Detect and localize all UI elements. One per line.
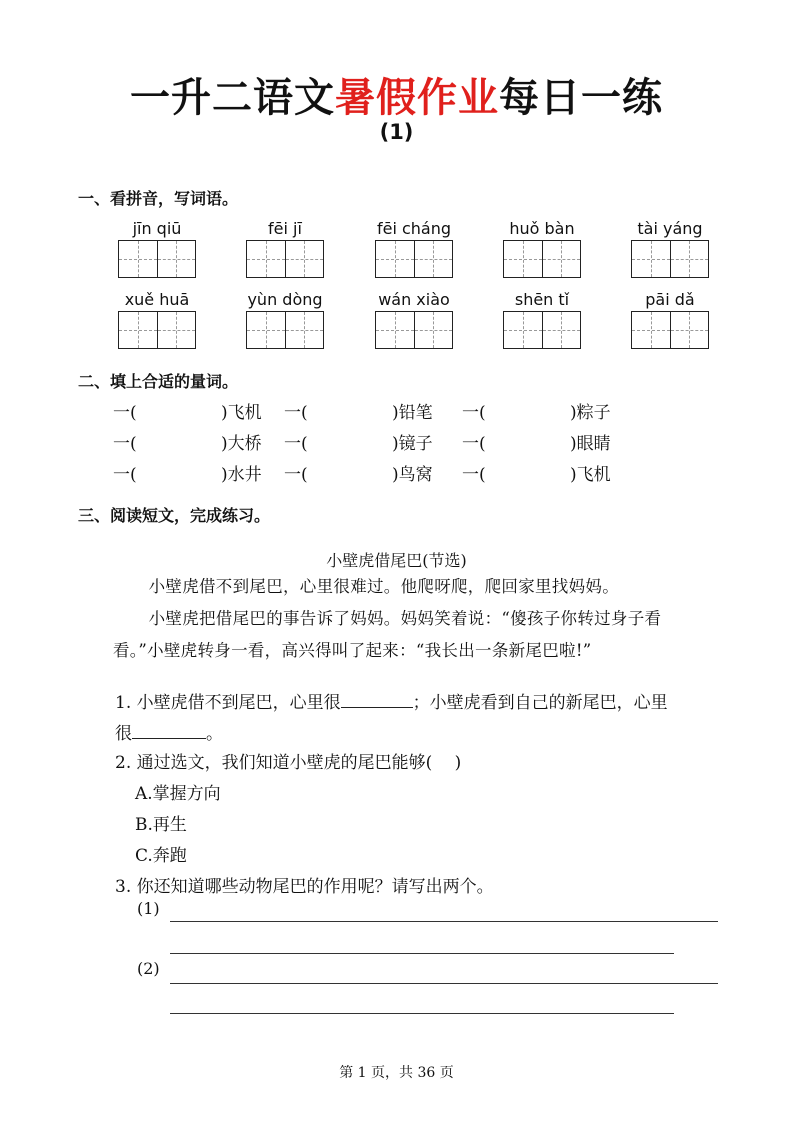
page-footer: 第 1 页，共 36 页 bbox=[339, 1065, 454, 1081]
pinyin-item bbox=[246, 289, 324, 349]
answer-blank[interactable] bbox=[341, 689, 413, 708]
measure-word-blank[interactable]: 一( bbox=[284, 403, 308, 423]
measure-word-noun: )大桥 bbox=[221, 434, 262, 454]
answer-line[interactable] bbox=[170, 921, 718, 922]
measure-word-blank[interactable]: 一( bbox=[113, 403, 137, 423]
exercise-number: (1) bbox=[379, 120, 414, 144]
title-highlight: 暑假作业 bbox=[335, 75, 499, 121]
tianzige-boxes[interactable] bbox=[246, 240, 324, 278]
measure-word-blank[interactable]: 一( bbox=[113, 465, 137, 485]
measure-word-noun: )飞机 bbox=[221, 403, 262, 423]
tianzige-boxes[interactable] bbox=[503, 240, 581, 278]
question-2: 2. 通过选文，我们知道小壁虎的尾巴能够( ) bbox=[115, 753, 462, 773]
tianzige-cell[interactable] bbox=[414, 312, 453, 348]
tianzige-cell[interactable] bbox=[632, 312, 670, 348]
measure-word-blank[interactable]: 一( bbox=[462, 403, 486, 423]
answer-blank[interactable] bbox=[132, 720, 206, 739]
tianzige-boxes[interactable] bbox=[246, 311, 324, 349]
passage-paragraph: 小壁虎把借尾巴的事告诉了妈妈。妈妈笑着说：“傻孩子你转过身子看 bbox=[115, 609, 662, 628]
measure-word-noun: )眼睛 bbox=[570, 434, 611, 454]
measure-word-noun: )铅笔 bbox=[392, 403, 433, 423]
option-b[interactable]: B.再生 bbox=[135, 815, 187, 835]
tianzige-cell[interactable] bbox=[285, 312, 324, 348]
question-1 bbox=[115, 688, 668, 713]
measure-word-blank[interactable]: 一( bbox=[284, 434, 308, 454]
title-part1: 一升二语文 bbox=[130, 75, 335, 121]
tianzige-cell[interactable] bbox=[632, 241, 670, 277]
pinyin-item bbox=[503, 218, 581, 278]
measure-word-item bbox=[113, 429, 262, 454]
measure-word-blank[interactable]: 一( bbox=[284, 465, 308, 485]
measure-word-item bbox=[284, 398, 433, 423]
measure-word-noun: )水井 bbox=[221, 465, 262, 485]
tianzige-cell[interactable] bbox=[414, 241, 453, 277]
tianzige-cell[interactable] bbox=[670, 312, 709, 348]
question-3: 3. 你还知道哪些动物尾巴的作用呢？请写出两个。 bbox=[115, 877, 494, 897]
tianzige-cell[interactable] bbox=[157, 241, 196, 277]
option-c[interactable]: C.奔跑 bbox=[135, 846, 187, 866]
measure-word-noun: )镜子 bbox=[392, 434, 433, 454]
pinyin-text: shēn tǐ bbox=[514, 290, 570, 309]
tianzige-cell[interactable] bbox=[157, 312, 196, 348]
measure-word-noun: )飞机 bbox=[570, 465, 611, 485]
pinyin-item bbox=[118, 218, 196, 278]
passage-title: 小壁虎借尾巴(节选) bbox=[326, 551, 467, 570]
passage-paragraph: 小壁虎借不到尾巴，心里很难过。他爬呀爬，爬回家里找妈妈。 bbox=[115, 577, 619, 596]
tianzige-cell[interactable] bbox=[247, 241, 285, 277]
measure-word-item bbox=[462, 398, 611, 423]
measure-word-blank[interactable]: 一( bbox=[462, 465, 486, 485]
pinyin-text: fēi cháng bbox=[376, 219, 452, 238]
tianzige-cell[interactable] bbox=[504, 312, 542, 348]
tianzige-cell[interactable] bbox=[376, 241, 414, 277]
question-1-text: 1. 小壁虎借不到尾巴，心里很 bbox=[115, 693, 341, 713]
pinyin-text: wán xiào bbox=[378, 290, 450, 309]
tianzige-cell[interactable] bbox=[670, 241, 709, 277]
question-1-text: 很 bbox=[115, 724, 132, 744]
answer-line[interactable] bbox=[170, 953, 674, 954]
tianzige-cell[interactable] bbox=[504, 241, 542, 277]
measure-word-item bbox=[462, 460, 611, 485]
pinyin-item bbox=[503, 289, 581, 349]
measure-word-blank[interactable]: 一( bbox=[462, 434, 486, 454]
answer-label-2: (2) bbox=[137, 959, 160, 978]
measure-word-item bbox=[284, 429, 433, 454]
pinyin-text: jīn qiū bbox=[132, 219, 182, 238]
measure-word-item bbox=[113, 398, 262, 423]
tianzige-cell[interactable] bbox=[542, 241, 581, 277]
question-1-text: 。 bbox=[206, 724, 223, 744]
tianzige-cell[interactable] bbox=[542, 312, 581, 348]
measure-word-blank[interactable]: 一( bbox=[113, 434, 137, 454]
tianzige-cell[interactable] bbox=[119, 241, 157, 277]
pinyin-item bbox=[375, 289, 453, 349]
tianzige-boxes[interactable] bbox=[631, 240, 709, 278]
section3-heading: 三、阅读短文，完成练习。 bbox=[78, 506, 271, 525]
tianzige-cell[interactable] bbox=[376, 312, 414, 348]
measure-word-item bbox=[284, 460, 433, 485]
title-part3: 每日一练 bbox=[499, 75, 663, 121]
measure-word-noun: )鸟窝 bbox=[392, 465, 433, 485]
pinyin-item bbox=[375, 218, 453, 278]
section2-heading: 二、填上合适的量词。 bbox=[78, 372, 239, 391]
pinyin-text: tài yáng bbox=[637, 219, 703, 238]
measure-word-noun: )粽子 bbox=[570, 403, 611, 423]
tianzige-boxes[interactable] bbox=[503, 311, 581, 349]
pinyin-item bbox=[246, 218, 324, 278]
tianzige-boxes[interactable] bbox=[118, 311, 196, 349]
pinyin-item bbox=[631, 289, 709, 349]
pinyin-text: yùn dòng bbox=[247, 290, 323, 309]
answer-line[interactable] bbox=[170, 1013, 674, 1014]
pinyin-item bbox=[118, 289, 196, 349]
pinyin-text: pāi dǎ bbox=[645, 290, 695, 309]
pinyin-item bbox=[631, 218, 709, 278]
tianzige-cell[interactable] bbox=[285, 241, 324, 277]
measure-word-item bbox=[462, 429, 611, 454]
option-a[interactable]: A.掌握方向 bbox=[135, 784, 221, 804]
question-1-cont bbox=[115, 719, 223, 744]
section1-heading: 一、看拼音，写词语。 bbox=[78, 189, 239, 208]
pinyin-text: huǒ bàn bbox=[509, 219, 575, 238]
measure-word-item bbox=[113, 460, 262, 485]
answer-line[interactable] bbox=[170, 983, 718, 984]
tianzige-cell[interactable] bbox=[119, 312, 157, 348]
pinyin-text: xuě huā bbox=[124, 290, 190, 309]
page-title bbox=[0, 66, 793, 123]
tianzige-boxes[interactable] bbox=[375, 240, 453, 278]
tianzige-boxes[interactable] bbox=[118, 240, 196, 278]
tianzige-cell[interactable] bbox=[247, 312, 285, 348]
answer-label-1: (1) bbox=[137, 899, 160, 918]
tianzige-boxes[interactable] bbox=[631, 311, 709, 349]
question-1-text: ；小壁虎看到自己的新尾巴，心里 bbox=[412, 693, 668, 713]
passage-paragraph: 看。”小壁虎转身一看，高兴得叫了起来：“我长出一条新尾巴啦!” bbox=[113, 641, 592, 660]
tianzige-boxes[interactable] bbox=[375, 311, 453, 349]
pinyin-text: fēi jī bbox=[268, 219, 302, 238]
